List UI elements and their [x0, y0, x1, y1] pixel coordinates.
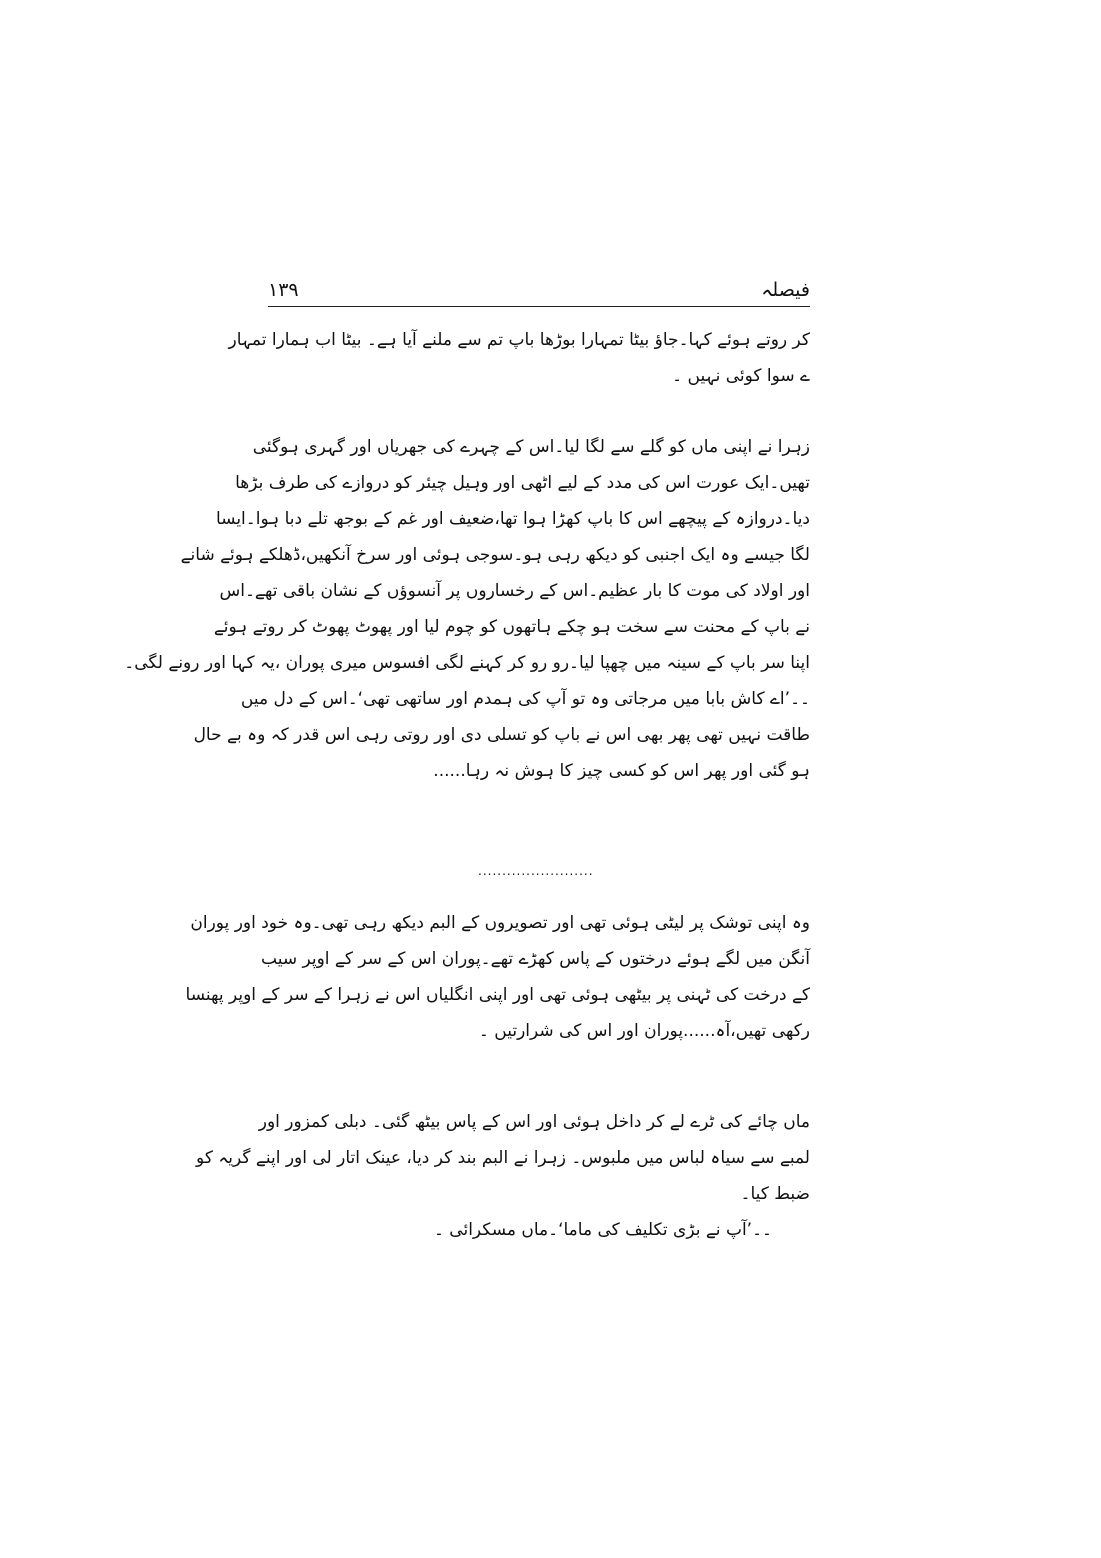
- text-line: کر روتے ہوئے کہا۔جاؤ بیٹا تمہارا بوڑھا باپ تم سے ملنے آیا ہے۔ بیٹا اب ہمارا تمہار: [228, 330, 810, 350]
- text-line: رکھی تھیں،آہ......پوران اور اس کی شرارتیں ۔: [478, 1021, 810, 1041]
- page-number: ۱۳۹: [268, 279, 299, 301]
- text-line: کے درخت کی ٹہنی پر بیٹھی ہوئی تھی اور اپنی انگلیاں اس نے زہرا کے سر کے اوپر پھنسا: [185, 985, 810, 1005]
- text-line: دیا۔دروازہ کے پیچھے اس کا باپ کھڑا ہوا تھا،ضعیف اور غم کے بوجھ تلے دبا ہوا۔ایسا: [215, 509, 810, 529]
- text-line: ہو گئی اور پھر اس کو کسی چیز کا ہوش نہ رہا......: [433, 761, 810, 781]
- text-line: ضبط کیا۔: [740, 1184, 810, 1204]
- text-line: لمبے سے سیاہ لباس میں ملبوس۔ زہرا نے البم بند کر دیا، عینک اتار لی اور اپنے گریہ کو: [196, 1148, 810, 1168]
- running-header: [268, 278, 810, 308]
- paragraph-4: [196, 1104, 810, 1248]
- running-header-title: فیصلہ: [761, 279, 810, 301]
- header-rule: [268, 306, 810, 307]
- paragraph-3: [185, 905, 810, 1049]
- text-line: ۔۔’اے کاش بابا میں مرجاتی وہ تو آپ کی ہمدم اور ساتھی تھی‘۔اس کے دل میں: [240, 689, 810, 709]
- text-line: آنگن میں لگے ہوئے درختوں کے پاس کھڑے تھے۔پوران اس کے سر کے اوپر سیب: [261, 949, 810, 969]
- text-line: ے سوا کوئی نہیں ۔: [672, 366, 810, 386]
- paragraph-1: [228, 322, 810, 394]
- section-separator: ........................: [478, 864, 594, 878]
- text-line: طاقت نہیں تھی پھر بھی اس نے باپ کو تسلی دی اور روتی رہی اس قدر کہ وہ بے حال: [193, 725, 810, 745]
- text-line: وہ اپنی توشک پر لیٹی ہوئی تھی اور تصویروں کے البم دیکھ رہی تھی۔وہ خود اور پوران: [190, 913, 810, 933]
- text-line: ۔۔’آپ نے بڑی تکلیف کی ماما‘۔ماں مسکرائی ۔: [433, 1220, 772, 1240]
- text-line: ماں چائے کی ٹرے لے کر داخل ہوئی اور اس کے پاس بیٹھ گئی۔ دبلی کمزور اور: [258, 1112, 810, 1132]
- text-line: زہرا نے اپنی ماں کو گلے سے لگا لیا۔اس کے چہرے کی جھریاں اور گہری ہوگئی: [252, 437, 810, 457]
- text-line: تھیں۔ایک عورت اس کی مدد کے لیے اٹھی اور وہیل چیئر کو دروازے کی طرف بڑھا: [235, 473, 810, 493]
- text-line: اور اولاد کی موت کا بار عظیم۔اس کے رخساروں پر آنسوؤں کے نشان باقی تھے۔اس: [219, 581, 810, 601]
- text-line: نے باپ کے محنت سے سخت ہو چکے ہاتھوں کو چوم لیا اور پھوٹ پھوٹ کر روتے ہوئے: [213, 617, 810, 637]
- text-line: اپنا سر باپ کے سینہ میں چھپا لیا۔رو رو کر کہنے لگی افسوس میری پوران ،یہ کہا اور رونے لگی۔: [124, 653, 810, 673]
- paragraph-2: [124, 429, 810, 789]
- text-line: لگا جیسے وہ ایک اجنبی کو دیکھ رہی ہو۔سوجی ہوئی اور سرخ آنکھیں،ڈھلکے ہوئے شانے: [180, 545, 810, 565]
